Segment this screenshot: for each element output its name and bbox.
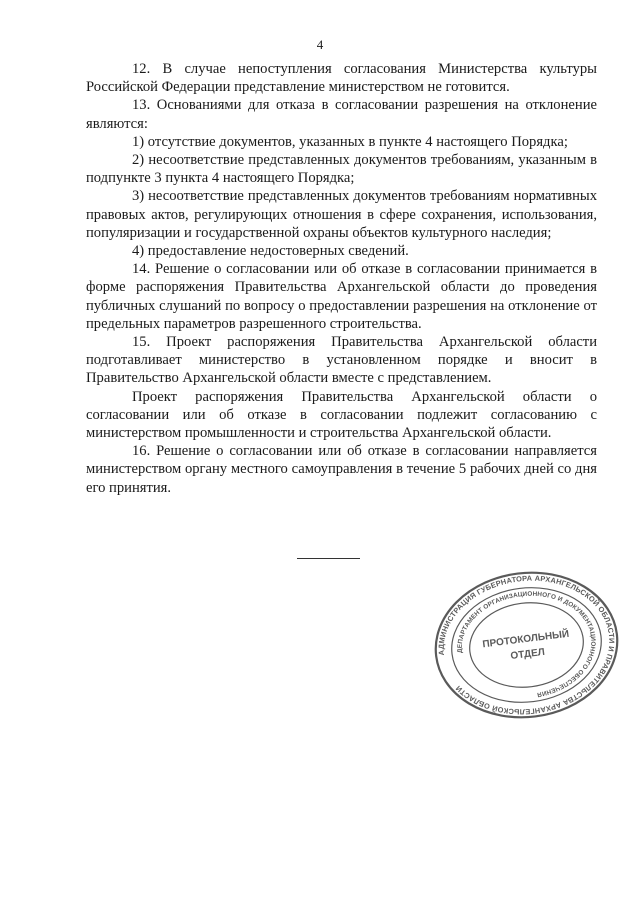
- seal-center-line-1: ПРОТОКОЛЬНЫЙ: [481, 628, 570, 651]
- seal-graphic: [426, 560, 628, 729]
- list-item-4: 4) предоставление недостоверных сведений.: [132, 243, 409, 260]
- document-body: [86, 60, 597, 497]
- list-item-2: 2) несоответствие представленных документов требованиям, указанным в подпункте 3 пункта 4 настоящего Порядка;: [86, 152, 597, 187]
- list-item-1: 1) отсутствие документов, указанных в пункте 4 настоящего Порядка;: [132, 133, 568, 150]
- paragraph-15-continued: Проект распоряжения Правительства Архангельской области о согласовании или об отказе в согласовании подлежит согласованию с министерством промышленности и строительства Архангельской области.: [86, 388, 597, 442]
- page-number: 4: [316, 37, 324, 52]
- paragraph-16: 16. Решение о согласовании или об отказе в согласовании направляется министерством органу местного самоуправления в течение 5 рабочих дней со дня его принятия.: [86, 443, 597, 496]
- seal-inner-text: ДЕПАРТАМЕНТ ОРГАНИЗАЦИОННОГО И ДОКУМЕНТАЦИОННОГО ОБЕСПЕЧЕНИЯ: [456, 590, 597, 698]
- paragraph-15: 15. Проект распоряжения Правительства Архангельской области подготавливает министерство в установленном порядке и вносит в Правительство Архангельской области вместе с представлением.: [86, 334, 597, 387]
- paragraph-14: 14. Решение о согласовании или об отказе в согласовании принимается в форме распоряжения Правительства Архангельской области до проведения публичных слушаний по вопросу о предоставлении разрешения на отклонение от предельных параметров разрешенного строительства.: [86, 261, 597, 332]
- seal-outer-text: АДМИНИСТРАЦИЯ ГУБЕРНАТОРА АРХАНГЕЛЬСКОЙ ОБЛАСТИ И ПРАВИТЕЛЬСТВА АРХАНГЕЛЬСКОЙ ОБЛАСТИ: [436, 573, 617, 717]
- paragraph-12: 12. В случае непоступления согласования Министерства культуры Российской Федерации представление министерством не готовится.: [86, 61, 597, 96]
- list-item-3: 3) несоответствие представленных документов требованиям нормативных правовых актов, регулирующих отношения в сфере сохранения, использования, популяризации и государственной охраны объектов культурного наследия;: [86, 188, 597, 241]
- paragraph-13: 13. Основаниями для отказа в согласовании разрешения на отклонение являются:: [86, 97, 597, 132]
- seal-center-line-2: ОТДЕЛ: [509, 646, 546, 662]
- closing-divider: [297, 558, 360, 559]
- official-seal: [426, 560, 628, 729]
